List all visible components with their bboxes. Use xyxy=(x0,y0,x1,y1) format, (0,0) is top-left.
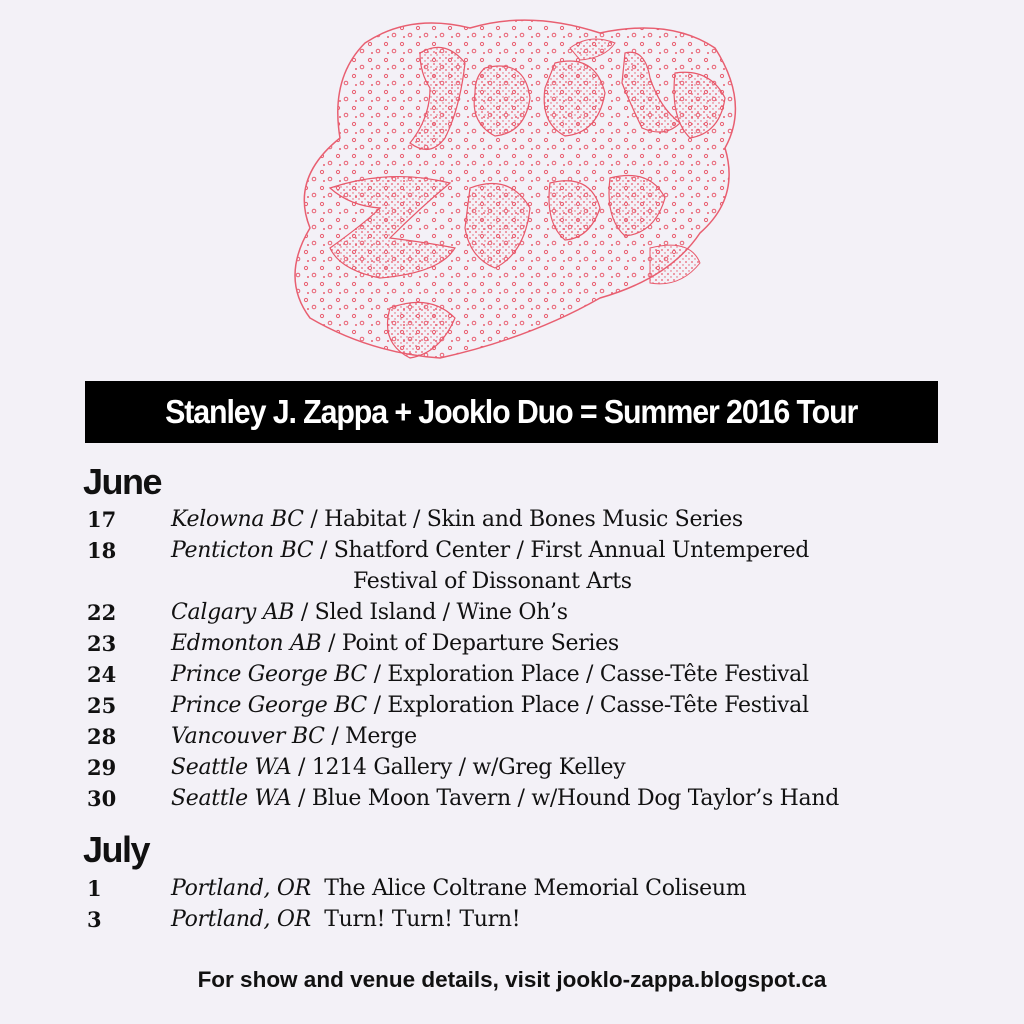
show-venue: / Exploration Place / Casse-Tête Festival xyxy=(366,662,809,687)
show-venue-continuation: Festival of Dissonant Arts xyxy=(353,569,632,594)
show-day: 23 xyxy=(87,631,117,656)
tour-title: Stanley J. Zappa + Jooklo Duo = Summer 2016 Tour xyxy=(165,393,858,430)
show-city: Penticton BC xyxy=(171,538,314,563)
show-city: Kelowna BC xyxy=(171,507,304,532)
show-day: 29 xyxy=(87,755,117,780)
show-day: 30 xyxy=(87,786,117,811)
show-venue: / Merge xyxy=(324,724,417,749)
month-heading-june: June xyxy=(83,461,162,502)
show-venue: / Exploration Place / Casse-Tête Festival xyxy=(366,693,809,718)
show-day: 28 xyxy=(87,724,117,749)
show-day: 22 xyxy=(87,600,117,625)
show-detail xyxy=(171,783,839,814)
show-row xyxy=(0,752,1024,783)
show-venue: / 1214 Gallery / w/Greg Kelley xyxy=(291,755,626,780)
show-row xyxy=(0,721,1024,752)
show-city: Portland, OR xyxy=(171,876,311,901)
show-row xyxy=(0,783,1024,814)
show-row xyxy=(0,535,1024,597)
tour-title-banner xyxy=(85,381,938,443)
july-show-list xyxy=(0,873,1024,935)
show-venue: Turn! Turn! Turn! xyxy=(310,907,521,932)
show-day: 1 xyxy=(87,876,102,901)
show-city: Seattle WA xyxy=(171,755,292,780)
show-day: 17 xyxy=(87,507,117,532)
show-detail xyxy=(171,597,568,628)
show-detail xyxy=(171,628,619,659)
show-row xyxy=(0,628,1024,659)
show-detail xyxy=(171,904,520,935)
show-day: 24 xyxy=(87,662,117,687)
show-day: 18 xyxy=(87,538,117,563)
show-city: Prince George BC xyxy=(171,693,367,718)
show-detail xyxy=(171,690,809,721)
show-venue: / Blue Moon Tavern / w/Hound Dog Taylor’s Hand xyxy=(291,786,840,811)
june-show-list xyxy=(0,504,1024,814)
show-row xyxy=(0,659,1024,690)
logo-shape xyxy=(295,20,735,358)
show-detail xyxy=(171,535,809,566)
show-city: Calgary AB xyxy=(171,600,295,625)
show-venue: / Shatford Center / First Annual Untempered xyxy=(313,538,810,563)
show-city: Edmonton AB xyxy=(171,631,322,656)
show-row xyxy=(0,690,1024,721)
show-venue: / Habitat / Skin and Bones Music Series xyxy=(303,507,743,532)
jooklo-zappa-logo xyxy=(270,8,760,378)
show-day: 3 xyxy=(87,907,102,932)
show-row xyxy=(0,504,1024,535)
show-detail xyxy=(171,752,625,783)
show-city: Prince George BC xyxy=(171,662,367,687)
show-row xyxy=(0,597,1024,628)
show-city: Vancouver BC xyxy=(171,724,325,749)
show-row xyxy=(0,904,1024,935)
show-venue: / Point of Departure Series xyxy=(321,631,619,656)
show-city: Portland, OR xyxy=(171,907,311,932)
month-heading-july: July xyxy=(83,829,150,870)
show-venue: The Alice Coltrane Memorial Coliseum xyxy=(310,876,747,901)
show-venue: / Sled Island / Wine Oh’s xyxy=(294,600,568,625)
show-detail xyxy=(171,504,743,535)
footer-note: For show and venue details, visit jooklo-zappa.blogspot.ca xyxy=(197,967,827,992)
show-detail xyxy=(171,659,809,690)
show-detail xyxy=(171,721,417,752)
show-city: Seattle WA xyxy=(171,786,292,811)
show-day: 25 xyxy=(87,693,117,718)
show-row xyxy=(0,873,1024,904)
show-detail xyxy=(171,873,746,904)
